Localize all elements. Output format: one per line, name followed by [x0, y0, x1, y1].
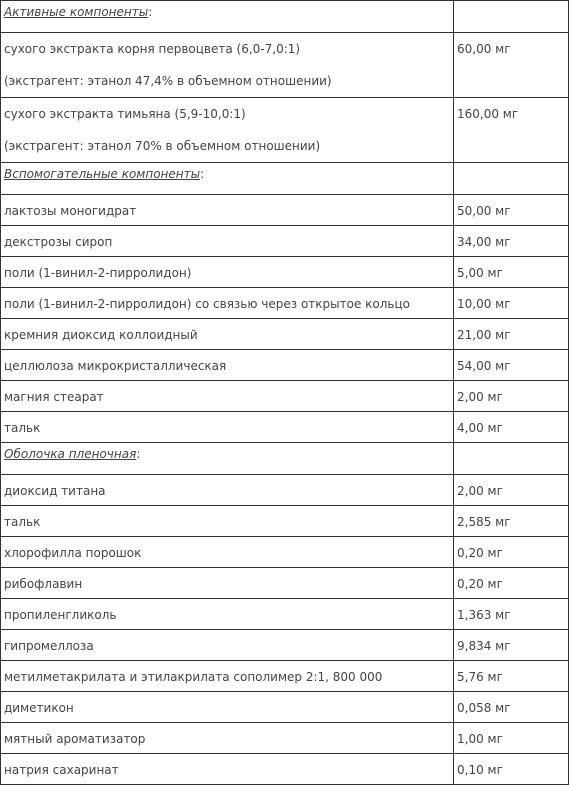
component-name: поли (1-винил-2-пирролидон) [1, 257, 454, 288]
composition-table-body [1, 1, 569, 785]
component-row [1, 226, 569, 257]
section-header-row [1, 443, 569, 475]
component-amount: 5,00 мг [454, 257, 569, 288]
section-title-suffix: : [136, 447, 141, 461]
component-amount: 21,00 мг [454, 319, 569, 350]
section-amount-cell [454, 163, 569, 195]
component-row [1, 98, 569, 163]
component-row [1, 33, 569, 98]
component-solvent-note: (экстрагент: этанол 70% в объемном отношении) [4, 139, 321, 153]
section-title: Оболочка пленочная [4, 447, 137, 461]
component-row [1, 412, 569, 443]
component-name: декстрозы сироп [1, 226, 454, 257]
component-name: тальк [1, 412, 454, 443]
component-row [1, 195, 569, 226]
component-amount: 0,058 мг [454, 692, 569, 723]
component-name: диметикон [1, 692, 454, 723]
component-amount: 50,00 мг [454, 195, 569, 226]
component-name: мятный ароматизатор [1, 723, 454, 754]
component-row [1, 506, 569, 537]
section-title-suffix: : [148, 5, 153, 19]
component-row [1, 257, 569, 288]
component-amount: 34,00 мг [454, 226, 569, 257]
component-amount: 0,10 мг [454, 754, 569, 785]
component-name: лактозы моногидрат [1, 195, 454, 226]
component-name: хлорофилла порошок [1, 537, 454, 568]
section-header-cell [1, 163, 454, 195]
component-name: натрия сахаринат [1, 754, 454, 785]
component-name: рибофлавин [1, 568, 454, 599]
component-row [1, 568, 569, 599]
component-amount: 10,00 мг [454, 288, 569, 319]
component-amount-cell [454, 33, 569, 98]
component-amount: 0,20 мг [454, 568, 569, 599]
component-amount: 2,00 мг [454, 475, 569, 506]
section-header-cell [1, 1, 454, 33]
component-amount: 0,20 мг [454, 537, 569, 568]
component-name: диоксид титана [1, 475, 454, 506]
component-amount: 5,76 мг [454, 661, 569, 692]
component-name-cell [1, 98, 454, 163]
component-name: магния стеарат [1, 381, 454, 412]
component-name-cell [1, 33, 454, 98]
section-header-cell [1, 443, 454, 475]
component-name: гипромеллоза [1, 630, 454, 661]
component-name: поли (1-винил-2-пирролидон) со связью через открытое кольцо [1, 288, 454, 319]
section-title-suffix: : [200, 167, 205, 181]
component-row [1, 475, 569, 506]
component-amount: 2,585 мг [454, 506, 569, 537]
component-amount-cell [454, 98, 569, 163]
component-row [1, 630, 569, 661]
component-amount: 1,363 мг [454, 599, 569, 630]
component-amount: 160,00 мг [457, 107, 519, 121]
component-name: целлюлоза микрокристаллическая [1, 350, 454, 381]
component-row [1, 754, 569, 785]
section-title: Активные компоненты [4, 5, 149, 19]
component-amount: 9,834 мг [454, 630, 569, 661]
component-amount: 54,00 мг [454, 350, 569, 381]
component-row [1, 661, 569, 692]
component-name: тальк [1, 506, 454, 537]
section-amount-cell [454, 1, 569, 33]
component-row [1, 537, 569, 568]
component-row [1, 319, 569, 350]
section-title: Вспомогательные компоненты [4, 167, 201, 181]
section-header-row [1, 163, 569, 195]
component-row [1, 692, 569, 723]
component-name: пропиленгликоль [1, 599, 454, 630]
component-row [1, 599, 569, 630]
component-name: метилметакрилата и этилакрилата сополимер 2:1, 800 000 [1, 661, 454, 692]
component-name: сухого экстракта тимьяна (5,9-10,0:1) [4, 107, 246, 121]
section-header-row [1, 1, 569, 33]
component-solvent-note: (экстрагент: этанол 47,4% в объемном отношении) [4, 74, 332, 88]
component-row [1, 723, 569, 754]
component-amount: 1,00 мг [454, 723, 569, 754]
component-row [1, 381, 569, 412]
section-amount-cell [454, 443, 569, 475]
component-amount: 2,00 мг [454, 381, 569, 412]
component-row [1, 350, 569, 381]
component-amount: 60,00 мг [457, 42, 511, 56]
component-row [1, 288, 569, 319]
component-name: кремния диоксид коллоидный [1, 319, 454, 350]
component-name: сухого экстракта корня первоцвета (6,0-7,0:1) [4, 42, 301, 56]
component-amount: 4,00 мг [454, 412, 569, 443]
